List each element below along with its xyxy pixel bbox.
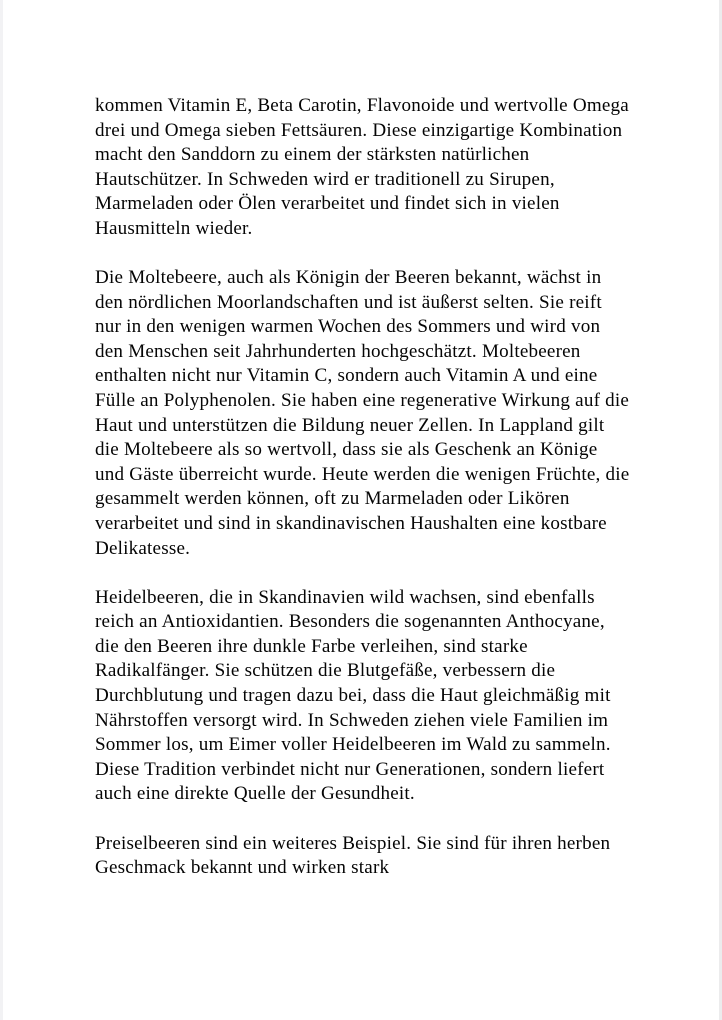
paragraph-moltebeere: Die Moltebeere, auch als Königin der Beeren bekannt, wächst in den nördlichen Moorlandschaften und ist äußerst selten. Sie reift nur in den wenigen warmen Wochen des Sommers und wird von den Menschen seit Jahrhunderten hochgeschätzt. Moltebeeren enthalten nicht nur Vitamin C, sondern auch Vitamin A und eine Fülle an Polyphenolen. Sie haben eine regenerative Wirkung auf die Haut und unterstützen die Bildung neuer Zellen. In Lappland gilt die Moltebeere als so wertvoll, dass sie als Geschenk an Könige und Gäste überreicht wurde. Heute werden die wenigen Früchte, die gesammelt werden können, oft zu Marmeladen oder Likören verarbeitet und sind in skandinavischen Haushalten eine kostbare Delikatesse.: [95, 267, 630, 559]
document-text-body: [95, 94, 631, 881]
paragraph-preiselbeeren: Preiselbeeren sind ein weiteres Beispiel. Sie sind für ihren herben Geschmack bekannt und wirken stark: [95, 832, 611, 879]
page-left-edge: [0, 0, 3, 1020]
paragraph-sanddorn: kommen Vitamin E, Beta Carotin, Flavonoide und wertvolle Omega drei und Omega sieben Fettsäuren. Diese einzigartige Kombination macht den Sanddorn zu einem der stärksten natürlichen Hautschützer. In Schweden wird er traditionell zu Sirupen, Marmeladen oder Ölen verarbeitet und findet sich in vielen Hausmitteln wieder.: [95, 95, 629, 239]
paragraph-heidelbeeren: Heidelbeeren, die in Skandinavien wild wachsen, sind ebenfalls reich an Antioxidantien. Besonders die sogenannten Anthocyane, die den Beeren ihre dunkle Farbe verleihen, sind starke Radikalfänger. Sie schützen die Blutgefäße, verbessern die Durchblutung und tragen dazu bei, dass die Haut gleichmäßig mit Nährstoffen versorgt wird. In Schweden ziehen viele Familien im Sommer los, um Eimer voller Heidelbeeren im Wald zu sammeln. Diese Tradition verbindet nicht nur Generationen, sondern liefert auch eine direkte Quelle der Gesundheit.: [95, 586, 611, 805]
